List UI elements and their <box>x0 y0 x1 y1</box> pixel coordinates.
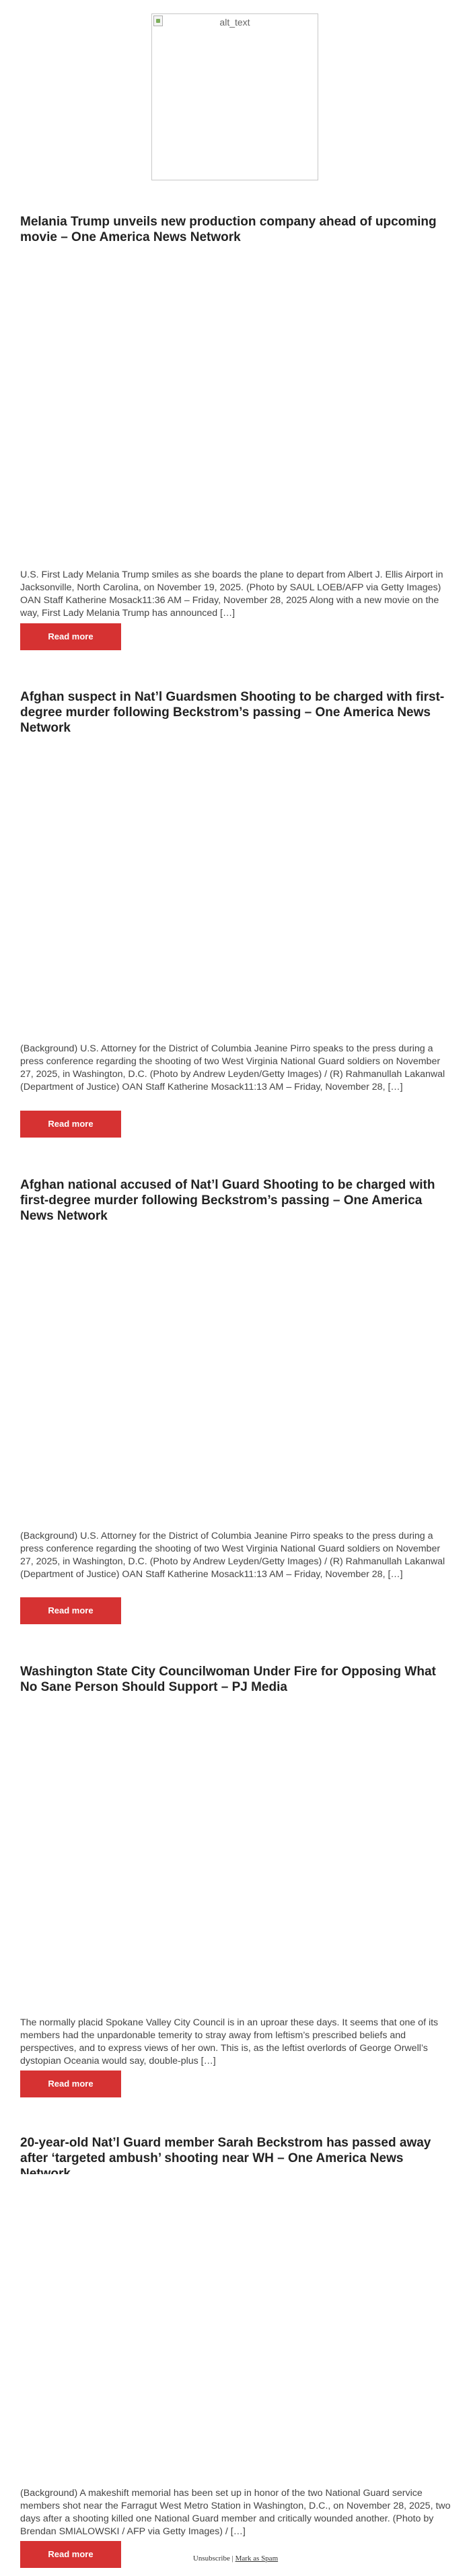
mark-as-spam-link[interactable]: Mark as Spam <box>235 2554 279 2563</box>
read-more-button[interactable]: Read more <box>20 1111 121 1138</box>
article-title[interactable]: Melania Trump unveils new production company ahead of upcoming movie – One America News Network <box>20 215 437 244</box>
article-excerpt: U.S. First Lady Melania Trump smiles as she boards the plane to depart from Albert J. Ellis Airport in Jacksonville, North Carolina, on November 19, 2025. (Photo by SAUL LOEB/AFP via Getty Images) OAN Staff Katherine Mosack11:36 AM – Friday, November 28, 2025 Along with a new movie on the way, First Lady Melania Trump has announced […] <box>20 569 443 619</box>
logo-alt-text: alt_text <box>219 17 250 28</box>
article-card <box>20 1177 451 1615</box>
article-excerpt: (Background) U.S. Attorney for the District of Columbia Jeanine Pirro speaks to the press during a press conference regarding the shooting of two West Virginia National Guard soldiers on November 27, 2025, in Washington, D.C. (Photo by Andrew Leyden/Getty Images) / (R) Rahmanullah Lakanwal (Department of Justice) OAN Staff Katherine Mosack11:13 AM – Friday, November 28, […] <box>20 1043 445 1092</box>
header-logo-image <box>151 13 318 180</box>
article-title[interactable]: Afghan suspect in Nat’l Guardsmen Shooting to be charged with first-degree murder following Beckstrom’s passing – One America News Network <box>20 690 445 735</box>
article-image[interactable] <box>20 2174 451 2484</box>
article-image[interactable] <box>20 253 451 563</box>
footer-separator: | <box>231 2554 233 2563</box>
article-excerpt: (Background) U.S. Attorney for the District of Columbia Jeanine Pirro speaks to the press during a press conference regarding the shooting of two West Virginia National Guard soldiers on November 27, 2025, in Washington, D.C. (Photo by Andrew Leyden/Getty Images) / (R) Rahmanullah Lakanwal (Department of Justice) OAN Staff Katherine Mosack11:13 AM – Friday, November 28, […] <box>20 1531 445 1580</box>
article-card <box>20 1664 451 2089</box>
article-excerpt: (Background) A makeshift memorial has been set up in honor of the two National Guard service members shot near the Farragut West Metro Station in Washington, D.C., on November 28, 2025, two days after a shooting killed one National Guard member and critically wounded another. (Photo by Brendan SMIALOWSKI / AFP via Getty Images) / […] <box>20 2488 451 2537</box>
article-card <box>20 214 451 641</box>
read-more-button[interactable]: Read more <box>20 2070 121 2097</box>
unsubscribe-link[interactable]: Unsubscribe <box>192 2554 230 2563</box>
article-image[interactable] <box>20 1703 451 2013</box>
article-title[interactable]: Afghan national accused of Nat’l Guard Shooting to be charged with first-degree murder following Beckstrom’s passing – One America News Network <box>20 1178 435 1223</box>
article-title[interactable]: 20-year-old Nat’l Guard member Sarah Beckstrom has passed away after ‘targeted ambush’ shooting near WH – One America News <box>20 2136 431 2165</box>
read-more-button[interactable]: Read more <box>20 623 121 650</box>
article-image[interactable] <box>20 743 451 1039</box>
article-card <box>20 689 451 1129</box>
article-image[interactable] <box>20 1231 451 1527</box>
footer <box>0 2554 471 2563</box>
article-title[interactable]: Washington State City Councilwoman Under Fire for Opposing What No Sane Person Should Support – PJ Media <box>20 1665 436 1694</box>
read-more-button[interactable]: Read more <box>20 1597 121 1624</box>
article-excerpt: The normally placid Spokane Valley City Council is in an uproar these days. It seems that one of its members had the unpardonable temerity to stray away from leftism’s prescribed beliefs and perspectives, and to express views of her own. This is, as the leftist overlords of George Orwell’s dystopian Oceania would say, double-plus […] <box>20 2017 439 2066</box>
read-more-button[interactable]: Read more <box>20 2541 121 2568</box>
